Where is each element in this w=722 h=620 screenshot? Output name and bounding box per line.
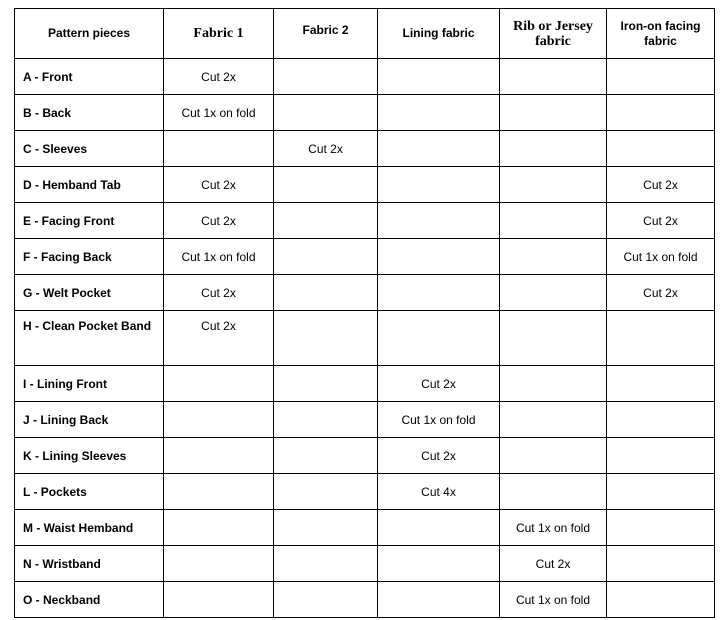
cell-fabric-2 [274, 510, 378, 546]
cell-iron-on-facing-fabric [607, 131, 715, 167]
cell-lining-fabric [378, 95, 500, 131]
cell-lining-fabric [378, 203, 500, 239]
cell-rib-jersey-fabric [500, 131, 607, 167]
cell-pattern-piece: D - Hemband Tab [15, 167, 164, 203]
cell-iron-on-facing-fabric: Cut 2x [607, 275, 715, 311]
cell-fabric-1 [164, 582, 274, 618]
cell-rib-jersey-fabric [500, 474, 607, 510]
cell-iron-on-facing-fabric: Cut 2x [607, 167, 715, 203]
cell-lining-fabric: Cut 1x on fold [378, 402, 500, 438]
cell-fabric-1: Cut 2x [164, 275, 274, 311]
cell-lining-fabric [378, 311, 500, 366]
cell-fabric-2 [274, 275, 378, 311]
cell-lining-fabric: Cut 2x [378, 438, 500, 474]
cell-fabric-1: Cut 2x [164, 167, 274, 203]
cell-fabric-1 [164, 546, 274, 582]
cell-lining-fabric: Cut 2x [378, 366, 500, 402]
cell-fabric-2 [274, 239, 378, 275]
table-row [15, 95, 715, 131]
header-pattern-pieces: Pattern pieces [15, 9, 164, 59]
cell-iron-on-facing-fabric [607, 510, 715, 546]
table-row [15, 582, 715, 618]
cell-rib-jersey-fabric [500, 438, 607, 474]
cell-iron-on-facing-fabric [607, 311, 715, 366]
table-row [15, 131, 715, 167]
cell-fabric-2 [274, 95, 378, 131]
cell-pattern-piece: O - Neckband [15, 582, 164, 618]
cell-rib-jersey-fabric [500, 59, 607, 95]
cell-rib-jersey-fabric [500, 275, 607, 311]
table-row [15, 239, 715, 275]
cell-lining-fabric [378, 275, 500, 311]
cell-fabric-1 [164, 402, 274, 438]
cell-rib-jersey-fabric [500, 366, 607, 402]
cell-iron-on-facing-fabric [607, 95, 715, 131]
cell-lining-fabric: Cut 4x [378, 474, 500, 510]
cell-rib-jersey-fabric [500, 167, 607, 203]
cell-lining-fabric [378, 546, 500, 582]
header-iron-on-facing-fabric: Iron-on facing fabric [607, 9, 715, 59]
cell-pattern-piece: J - Lining Back [15, 402, 164, 438]
cell-pattern-piece: K - Lining Sleeves [15, 438, 164, 474]
table-row [15, 438, 715, 474]
table-row [15, 275, 715, 311]
cell-lining-fabric [378, 239, 500, 275]
cell-pattern-piece: E - Facing Front [15, 203, 164, 239]
cell-iron-on-facing-fabric [607, 402, 715, 438]
table-row [15, 402, 715, 438]
table-row [15, 546, 715, 582]
cell-iron-on-facing-fabric [607, 366, 715, 402]
cell-rib-jersey-fabric: Cut 1x on fold [500, 510, 607, 546]
cell-fabric-2 [274, 438, 378, 474]
cell-lining-fabric [378, 510, 500, 546]
cell-iron-on-facing-fabric [607, 582, 715, 618]
cell-fabric-1: Cut 1x on fold [164, 95, 274, 131]
cell-pattern-piece: A - Front [15, 59, 164, 95]
table-row [15, 59, 715, 95]
table-body [15, 59, 715, 618]
table-row [15, 366, 715, 402]
cell-fabric-2 [274, 59, 378, 95]
cell-fabric-1: Cut 1x on fold [164, 239, 274, 275]
cell-lining-fabric [378, 167, 500, 203]
header-lining-fabric: Lining fabric [378, 9, 500, 59]
cell-lining-fabric [378, 582, 500, 618]
cell-pattern-piece: G - Welt Pocket [15, 275, 164, 311]
header-row [15, 9, 715, 59]
cell-fabric-1 [164, 474, 274, 510]
cell-fabric-2 [274, 582, 378, 618]
cell-fabric-1: Cut 2x [164, 59, 274, 95]
cell-pattern-piece: H - Clean Pocket Band [15, 311, 164, 366]
cell-rib-jersey-fabric [500, 311, 607, 366]
cell-rib-jersey-fabric: Cut 2x [500, 546, 607, 582]
cell-iron-on-facing-fabric: Cut 2x [607, 203, 715, 239]
header-fabric-1: Fabric 1 [164, 9, 274, 59]
cell-fabric-1 [164, 438, 274, 474]
cell-iron-on-facing-fabric [607, 438, 715, 474]
cell-pattern-piece: C - Sleeves [15, 131, 164, 167]
cell-fabric-1 [164, 131, 274, 167]
cutting-chart-table [14, 8, 715, 618]
table-row [15, 510, 715, 546]
cell-fabric-1: Cut 2x [164, 203, 274, 239]
cell-rib-jersey-fabric [500, 402, 607, 438]
cell-rib-jersey-fabric [500, 95, 607, 131]
cell-iron-on-facing-fabric: Cut 1x on fold [607, 239, 715, 275]
cell-fabric-1 [164, 510, 274, 546]
header-rib-jersey-fabric: Rib or Jersey fabric [500, 9, 607, 59]
table-row [15, 311, 715, 366]
cell-iron-on-facing-fabric [607, 59, 715, 95]
cell-fabric-2 [274, 311, 378, 366]
cell-rib-jersey-fabric [500, 203, 607, 239]
cell-fabric-2 [274, 402, 378, 438]
header-fabric-2: Fabric 2 [274, 9, 378, 59]
cell-fabric-2 [274, 366, 378, 402]
cell-iron-on-facing-fabric [607, 474, 715, 510]
cell-fabric-2 [274, 474, 378, 510]
cell-pattern-piece: B - Back [15, 95, 164, 131]
cell-fabric-2 [274, 203, 378, 239]
cell-rib-jersey-fabric [500, 239, 607, 275]
cell-fabric-2: Cut 2x [274, 131, 378, 167]
table-row [15, 203, 715, 239]
cell-pattern-piece: M - Waist Hemband [15, 510, 164, 546]
cell-lining-fabric [378, 131, 500, 167]
cell-lining-fabric [378, 59, 500, 95]
cell-fabric-1: Cut 2x [164, 311, 274, 366]
cell-fabric-1 [164, 366, 274, 402]
cell-pattern-piece: I - Lining Front [15, 366, 164, 402]
cell-iron-on-facing-fabric [607, 546, 715, 582]
table-row [15, 474, 715, 510]
cell-pattern-piece: L - Pockets [15, 474, 164, 510]
cell-pattern-piece: N - Wristband [15, 546, 164, 582]
cell-fabric-2 [274, 546, 378, 582]
cell-pattern-piece: F - Facing Back [15, 239, 164, 275]
table-row [15, 167, 715, 203]
cell-rib-jersey-fabric: Cut 1x on fold [500, 582, 607, 618]
cell-fabric-2 [274, 167, 378, 203]
